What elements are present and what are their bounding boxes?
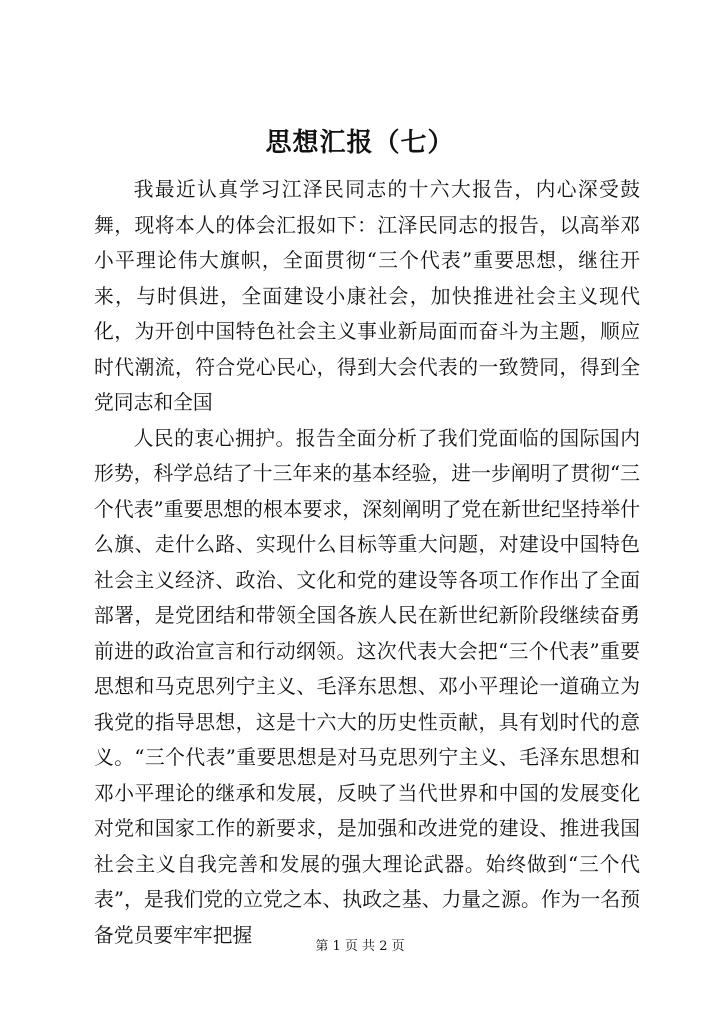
document-body: [94, 172, 640, 953]
paragraph-1: 我最近认真学习江泽民同志的十六大报告，内心深受鼓舞，现将本人的体会汇报如下：江泽民同志的报告，以高举邓小平理论伟大旗帜，全面贯彻“三个代表”重要思想，继往开来，与时俱进，全面建设小康社会，加快推进社会主义现代化，为开创中国特色社会主义事业新局面而奋斗为主题，顺应时代潮流，符合党心民心，得到大会代表的一致赞同，得到全党同志和全国: [94, 178, 640, 414]
page-footer: 第 1 页 共 2 页: [315, 939, 405, 954]
paragraph-2: 人民的衷心拥护。报告全面分析了我们党面临的国际国内形势，科学总结了十三年来的基本经验，进一步阐明了贯彻“三个代表”重要思想的根本要求，深刻阐明了党在新世纪坚持举什么旗、走什么路、实现什么目标等重大问题，对建设中国特色社会主义经济、政治、文化和党的建设等各项工作作出了全面部署，是党团结和带领全国各族人民在新世纪新阶段继续奋勇前进的政治宣言和行动纲领。这次代表大会把“三个代表”重要思想和马克思列宁主义、毛泽东思想、邓小平理论一道确立为我党的指导思想，这是十六大的历史性贡献，具有划时代的意义。“三个代表”重要思想是对马克思列宁主义、毛泽东思想和邓小平理论的继承和发展，反映了当代世界和中国的发展变化对党和国家工作的新要求，是加强和改进党的建设、推进我国社会主义自我完善和发展的强大理论武器。始终做到“三个代表”，是我们党的立党之本、执政之基、力量之源。作为一名预备党员要牢牢把握: [94, 426, 640, 947]
page-title: 思想汇报（七）: [265, 128, 455, 158]
